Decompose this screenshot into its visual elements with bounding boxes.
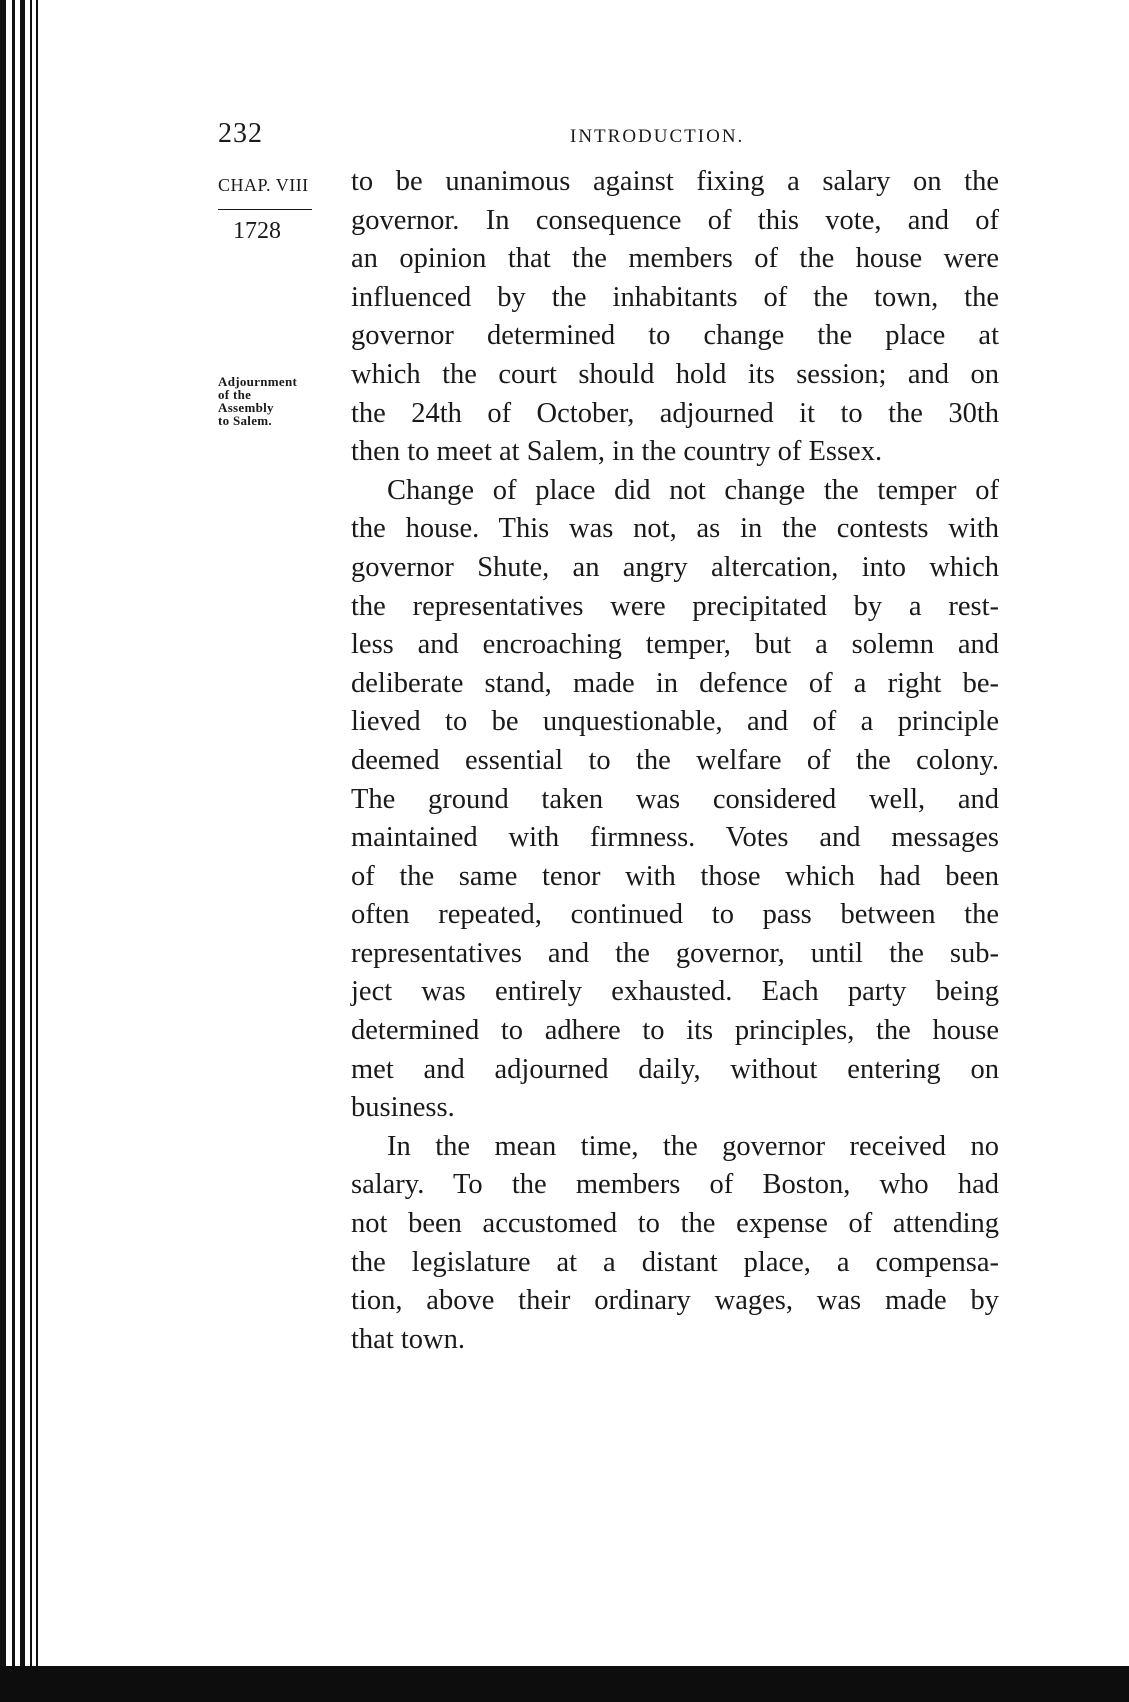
text-line: The ground taken was considered well, and bbox=[351, 783, 999, 815]
paragraph bbox=[351, 163, 999, 472]
text-line: then to meet at Salem, in the country of Essex. bbox=[351, 436, 883, 468]
paragraph bbox=[351, 472, 999, 1128]
text-line: which the court should hold its session; and on bbox=[351, 358, 999, 390]
text-line: of the same tenor with those which had been bbox=[351, 860, 999, 892]
sidenote-line: to Salem. bbox=[218, 413, 272, 428]
text-line: deliberate stand, made in defence of a right be- bbox=[351, 667, 999, 699]
body-text bbox=[351, 163, 999, 1359]
text-line: salary. To the members of Boston, who had bbox=[351, 1169, 999, 1201]
chapter-divider bbox=[218, 209, 312, 210]
text-line: tion, above their ordinary wages, was made by bbox=[351, 1285, 999, 1317]
scan-bottom-edge bbox=[0, 1666, 1129, 1702]
text-line: maintained with firmness. Votes and messages bbox=[351, 822, 999, 854]
text-line: determined to adhere to its principles, the house bbox=[351, 1015, 999, 1047]
sidenote-line: of the bbox=[218, 387, 252, 402]
text-line: that town. bbox=[351, 1323, 465, 1355]
text-line: lieved to be unquestionable, and of a principle bbox=[351, 706, 999, 738]
text-line: representatives and the governor, until the sub- bbox=[351, 937, 999, 969]
text-line: often repeated, continued to pass between the bbox=[351, 899, 999, 931]
paragraph bbox=[351, 1128, 999, 1360]
chapter-label: CHAP. VIII bbox=[218, 175, 309, 195]
margin-year: 1728 bbox=[233, 218, 281, 244]
text-line: governor. In consequence of this vote, and of bbox=[351, 204, 999, 236]
running-head: INTRODUCTION. bbox=[570, 126, 745, 147]
sidenote-line: Assembly bbox=[218, 400, 274, 415]
book-binding-edge bbox=[0, 0, 40, 1702]
text-line: an opinion that the members of the house were bbox=[351, 243, 999, 275]
text-line: In the mean time, the governor received no bbox=[387, 1130, 999, 1162]
text-line: the representatives were precipitated by a rest- bbox=[351, 590, 999, 622]
text-line: the house. This was not, as in the contests with bbox=[351, 513, 999, 545]
text-line: deemed essential to the welfare of the colony. bbox=[351, 744, 999, 776]
text-line: business. bbox=[351, 1092, 455, 1124]
sidenote-line: Adjournment bbox=[218, 374, 298, 389]
page-number: 232 bbox=[218, 118, 263, 149]
text-line: met and adjourned daily, without entering on bbox=[351, 1053, 999, 1085]
text-line: Change of place did not change the temper of bbox=[387, 474, 999, 506]
text-line: influenced by the inhabitants of the town, the bbox=[351, 281, 999, 313]
text-line: governor Shute, an angry altercation, into which bbox=[351, 551, 999, 583]
text-line: not been accustomed to the expense of attending bbox=[351, 1208, 999, 1240]
text-line: governor determined to change the place at bbox=[351, 320, 999, 352]
text-line: ject was entirely exhausted. Each party being bbox=[351, 976, 999, 1008]
text-line: the legislature at a distant place, a compensa- bbox=[351, 1246, 999, 1278]
text-line: less and encroaching temper, but a solemn and bbox=[351, 629, 999, 661]
margin-sidenote bbox=[218, 375, 328, 427]
text-line: to be unanimous against fixing a salary on the bbox=[351, 166, 999, 197]
text-line: the 24th of October, adjourned it to the 30th bbox=[351, 397, 999, 429]
